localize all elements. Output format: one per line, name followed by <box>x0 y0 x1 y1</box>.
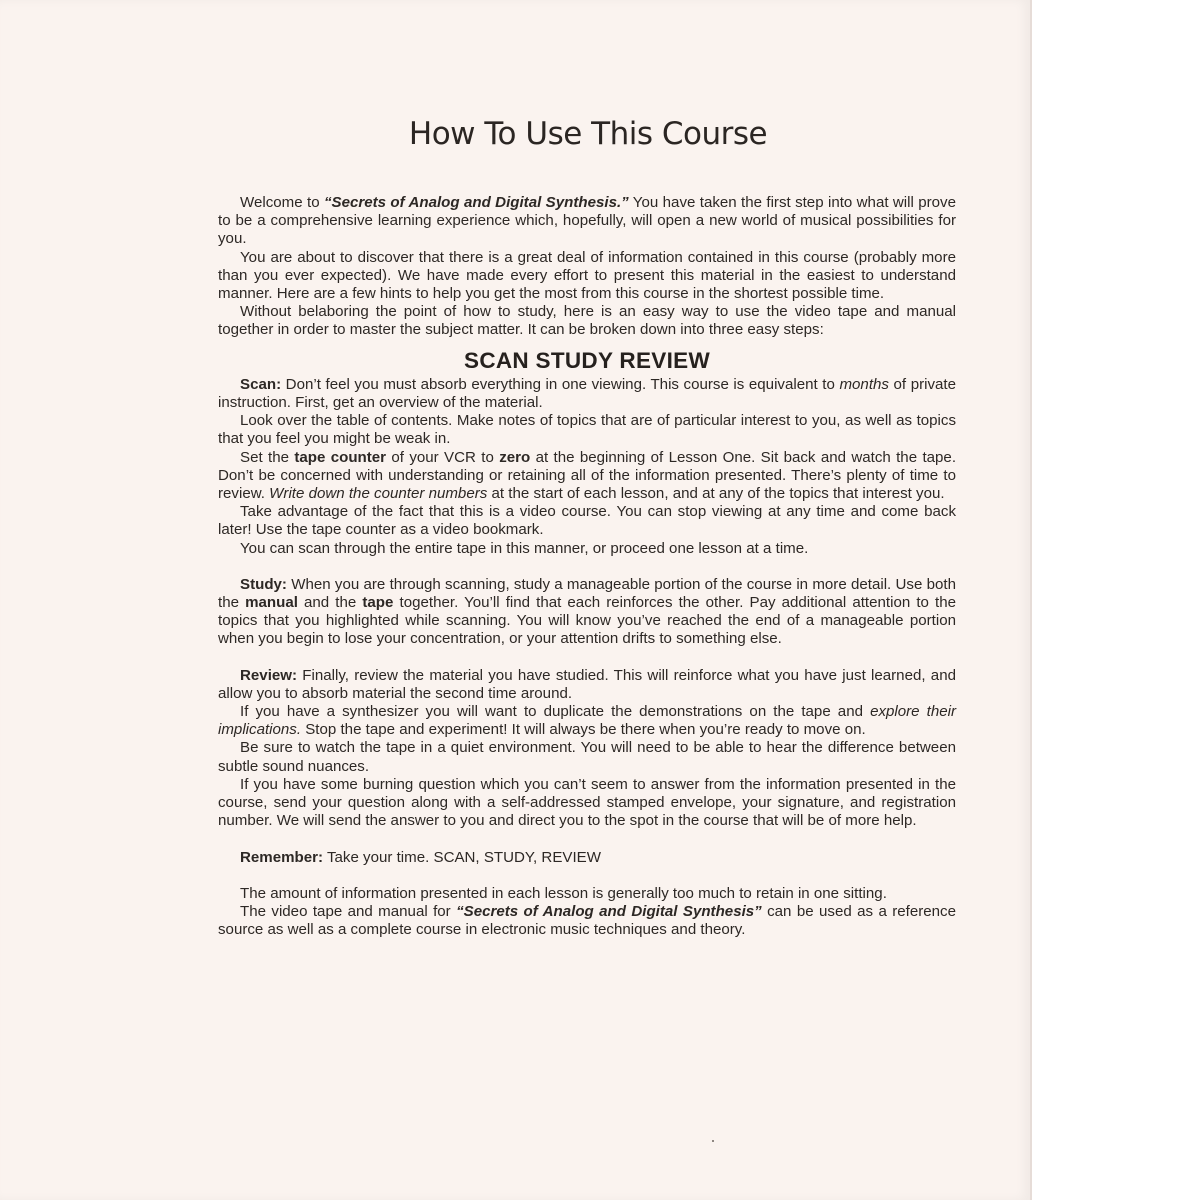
page-title: How To Use This Course <box>408 116 768 152</box>
page-body <box>218 194 956 939</box>
intro-paragraph-1: Welcome to “Secrets of Analog and Digital Synthesis.” You have taken the first step into what will prove to be a comprehensive learning experience which, hopefully, will open a new world of musical possibilities for you. <box>218 194 956 248</box>
course-name: “Secrets of Analog and Digital Synthesis.” <box>323 194 629 211</box>
study-paragraph: Study: When you are through scanning, study a manageable portion of the course in more detail. Use both the manual and the tape together. You’ll find that each reinforces the other. Pay additional attention to the topics that you highlighted while scanning. You will know you’ve reached the end of a manageable portion when you begin to lose your concentration, or your attention drifts to something else. <box>218 575 956 648</box>
remember-paragraph: Remember: Take your time. SCAN, STUDY, REVIEW <box>240 848 601 866</box>
scan-paragraph-5: You can scan through the entire tape in this manner, or proceed one lesson at a time. <box>240 539 809 557</box>
remember-label: Remember: <box>240 848 324 866</box>
section-heading: SCAN STUDY REVIEW <box>464 347 710 373</box>
page-edge <box>1030 0 1032 1200</box>
scan-paragraph-3: Set the tape counter of your VCR to zero at the beginning of Lesson One. Sit back and watch the tape. Don’t be concerned with understanding or retaining all of the information presented. There’s plenty of time to review. Write down the counter numbers at the start of each lesson, and at any of the topics that interest you. <box>218 448 957 503</box>
intro-paragraph-2: You are about to discover that there is a great deal of information contained in this course (probably more than you ever expected). We have made every effort to present this material in the easiest to understand manner. Here are a few hints to help you get the most from this course in the shortest possible time. <box>218 248 956 303</box>
scan-paragraph-1: Scan: Don’t feel you must absorb everything in one viewing. This course is equivalent to months of private instruction. First, get an overview of the material. <box>218 375 956 412</box>
review-label: Review: <box>240 666 298 684</box>
closing-paragraph-2: The video tape and manual for “Secrets of Analog and Digital Synthesis” can be used as a reference source as well as a complete course in electronic music techniques and theory. <box>218 902 956 939</box>
review-paragraph-2: If you have a synthesizer you will want to duplicate the demonstrations on the tape and explore their implications. Stop the tape and experiment! It will always be there when you’re ready to move on. <box>218 703 957 739</box>
intro-paragraph-3: Without belaboring the point of how to study, here is an easy way to use the video tape and manual together in order to master the subject matter. It can be broken down into three easy steps: <box>218 303 956 339</box>
scan-label: Scan: <box>240 375 282 393</box>
study-label: Study: <box>240 575 287 593</box>
course-name-2: “Secrets of Analog and Digital Synthesis” <box>456 902 762 920</box>
print-speck <box>712 1140 714 1142</box>
review-paragraph-3: Be sure to watch the tape in a quiet environment. You will need to be able to hear the difference between subtle sound nuances. <box>218 739 956 775</box>
closing-paragraph-1: The amount of information presented in each lesson is generally too much to retain in one sitting. <box>240 884 887 902</box>
scan-paragraph-4: Take advantage of the fact that this is a video course. You can stop viewing at any time and come back later! Use the tape counter as a video bookmark. <box>218 503 956 539</box>
review-paragraph-1: Review: Finally, review the material you have studied. This will reinforce what you have just learned, and allow you to absorb material the second time around. <box>218 666 956 702</box>
review-paragraph-4: If you have some burning question which you can’t seem to answer from the information presented in the course, send your question along with a self-addressed stamped envelope, your signature, and registration number. We will send the answer to you and direct you to the spot in the course that will be of more help. <box>218 775 956 830</box>
scan-paragraph-2: Look over the table of contents. Make notes of topics that are of particular interest to you, as well as topics that you feel you might be weak in. <box>218 412 956 448</box>
